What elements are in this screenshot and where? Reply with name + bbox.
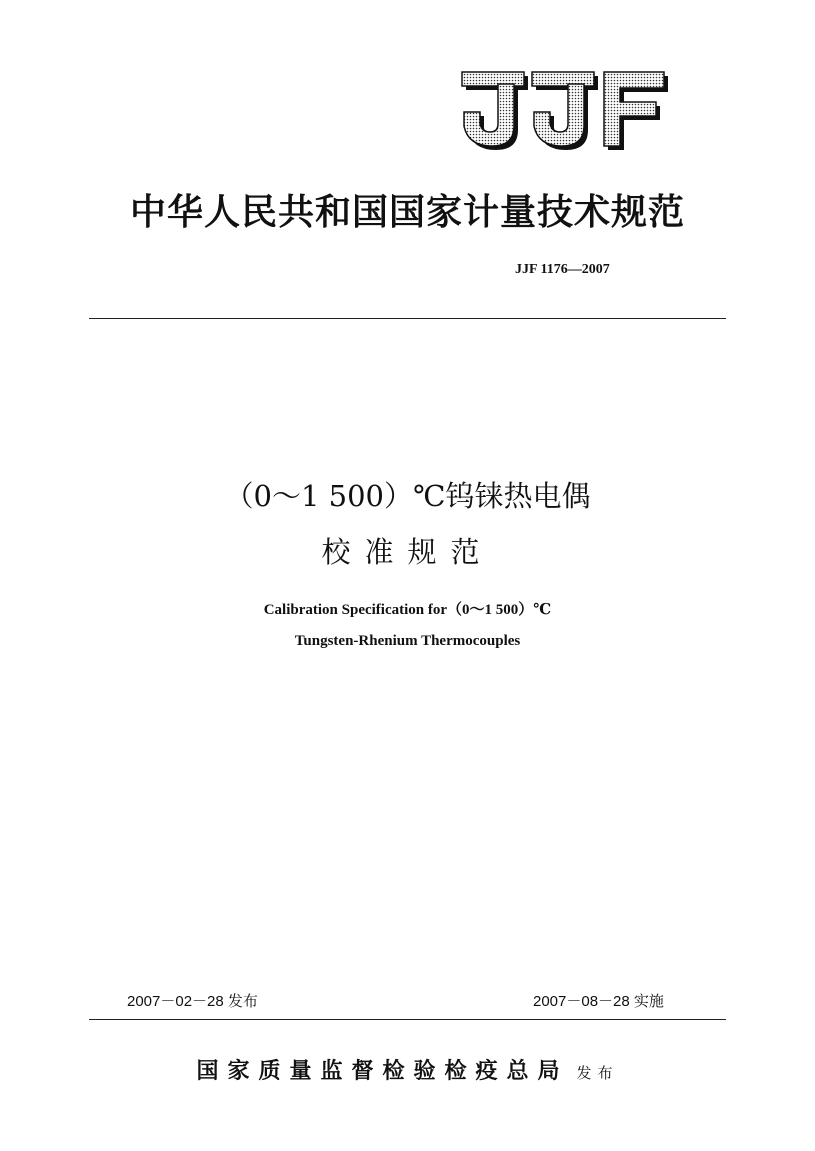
footer-divider: [89, 1019, 726, 1020]
header-divider: [89, 318, 726, 319]
publisher-verb: 发布: [576, 1064, 619, 1082]
effective-date: 2007－08－28 实施: [533, 993, 664, 1010]
logo-letter-j1: [462, 72, 528, 150]
jjf-logo: [460, 70, 670, 154]
document-title: （0～1 500）℃钨铼热电偶: [224, 479, 591, 513]
publisher-agency: 国家质量监督检验检疫总局: [196, 1058, 569, 1084]
issue-date: 2007－02－28 发布: [127, 993, 258, 1010]
english-title-line-2: Tungsten-Rhenium Thermocouples: [294, 633, 521, 649]
national-standard-title: 中华人民共和国国家计量技术规范: [129, 192, 685, 233]
logo-letter-j2: [532, 72, 598, 150]
logo-letter-f: [604, 72, 668, 150]
document-code: JJF 1176—2007: [515, 262, 610, 277]
english-title-line-1: Calibration Specification for（0～1 500）℃: [263, 602, 552, 618]
document-subtitle: 校准规范: [321, 535, 494, 569]
publisher-line: [0, 1054, 815, 1085]
